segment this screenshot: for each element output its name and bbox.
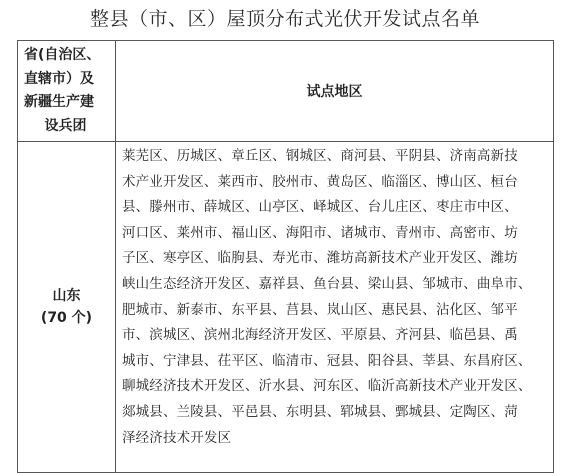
header-province-line: 省(自治区、	[24, 47, 101, 63]
pilot-list-table	[17, 40, 554, 473]
area-list-cell	[116, 142, 554, 473]
province-name: 山东	[52, 288, 81, 304]
area-list-line: 肥城市、新泰市、东平县、莒县、岚山区、惠民县、沾化区、邹平	[122, 301, 518, 318]
area-list-line: 术产业开发区、莱西市、胶州市、黄岛区、临淄区、博山区、桓台	[122, 173, 518, 190]
area-list-line: 子区、寒亭区、临朐县、寿光市、潍坊高新技术产业开发区、潍坊	[122, 250, 518, 267]
table-row	[18, 142, 554, 473]
area-list-line: 泽经济技术开发区	[122, 429, 232, 446]
header-province-line: 新疆生产建	[24, 94, 94, 110]
header-province-cell	[18, 41, 116, 142]
table-header-row	[18, 41, 554, 142]
area-list-line: 河口区、莱州市、福山区、海阳市、诸城市、青州市、高密市、坊	[122, 224, 518, 241]
header-area-cell: 试点地区	[116, 41, 554, 142]
area-list-line: 城市、宁津县、茌平区、临清市、冠县、阳谷县、莘县、东昌府区、	[122, 352, 532, 369]
area-list-line: 峡山生态经济开发区、嘉祥县、鱼台县、梁山县、邹城市、曲阜市、	[122, 275, 532, 292]
province-count: (70 个)	[40, 310, 93, 326]
province-cell	[18, 142, 116, 473]
header-province-line: 设兵团	[44, 117, 87, 134]
document-title: 整县（市、区）屋顶分布式光伏开发试点名单	[89, 8, 480, 30]
area-list-line: 聊城经济技术开发区、沂水县、河东区、临沂高新技术产业开发区、	[122, 378, 532, 395]
area-list-line: 市、滨城区、滨州北海经济开发区、平原县、齐河县、临邑县、禹	[122, 327, 518, 344]
header-province-line: 直辖市）及	[24, 70, 94, 87]
area-list-line: 莱芜区、历城区、章丘区、钢城区、商河县、平阴县、济南高新技	[122, 148, 518, 164]
area-list-line: 县、滕州市、薛城区、山亭区、峄城区、台儿庄区、枣庄市中区、	[122, 199, 518, 216]
area-list-line: 郯城县、兰陵县、平邑县、东明县、郓城县、鄄城县、定陶区、菏	[122, 403, 518, 420]
